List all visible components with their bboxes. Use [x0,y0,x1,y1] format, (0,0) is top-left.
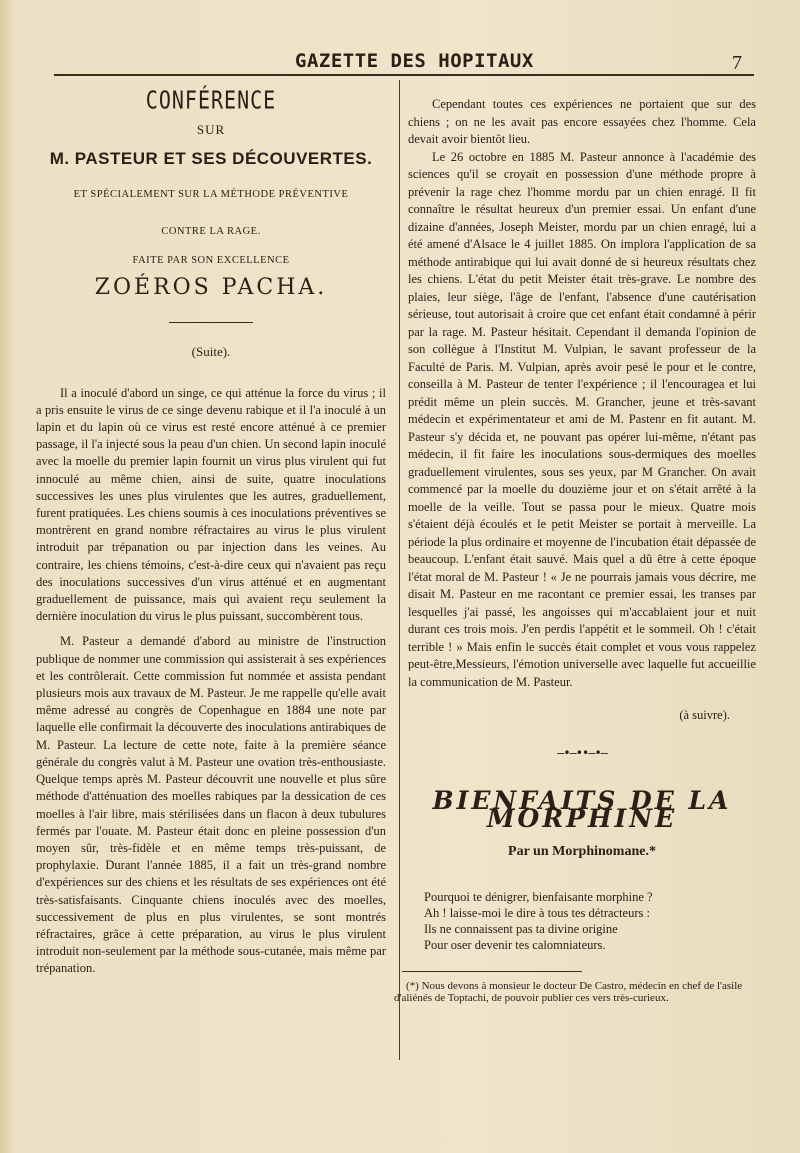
ornament-divider: —•—••—•— [557,745,607,760]
conference-heading: CONFÉRENCE [145,84,277,115]
conference-subtitle-3: FAITE PAR SON EXCELLENCE [132,255,290,267]
to-be-continued: (à suivre). [679,708,730,722]
article-paragraph: Le 26 octobre en 1885 M. Pasteur annonce à l'académie des sciences qu'il se croyait en possession d'une méthode propre à prévenir la rage chez l'homme mordu par un chien enragé. Il fit connaître le résultat heureux d'un premier essai. Un enfant d'une dizaine d'années, Joseph Meister, mordu par un chien enragé, lui a été amené d'Alsace le 4 juillet 1885. On implora l'application de sa méthode antirabique qui lui avait donné de si heureux résultats chez les chiens. L'état du petit Meister était très-grave. Le nombre des plaies, leur siège, l'âge de l'enfant, l'absence d'une cautérisation sérieuse, tout autorisait à croire que cet enfant était condamné à périr par la rage. M. Pasteur hésitait. Cependant il demanda l'opinion de son collègue à l'Institut M. Vulpian, le savant professeur de la Faculté de Paris. M. Vulpian, après avoir pesé le pour et le contre, conseilla à M. Pasteur de tenter l'expérience ; il l'encouragea et lui prédit même un plein succès. M. Grancher, jeune et très-savant médecin et expérimentateur et ami de M. Pastenr en fit autant. M. Pasteur s'y décida et, ne pouvant pas opérer lui-même, n'étant pas médecin, il fit faire les inoculations sous-dermiques des moelles graduellement virulentes, sous ses yeux, par M Grancher. On avait commencé par la moelle du douzième jour et on s'était arrêté à la moelle de la veille. Tout se passa pour le mieux. Quatre mois s'étaient déjà écoulés et le petit Meister se portait à merveille. La période la plus ordinaire et moyenne de l'incubation était dépassée de beaucoup. L'enfant était sauvé. Mais quel a dû être à cette époque l'état moral de M. Pasteur ! « Je ne pourrais jamais vous décrire, me disait M. Pasteur en me racontant ce premier essai, les transes par lesquelles j'ai passé, les angoisses qui m'accablaient jour et nuit durant ces trois mois. J'en perdis l'appétit et le sommeil. Oh ! c'était terrible ! » Mais enfin le succès était complet et vous vous rappelez peut-être,Messieurs, l'émotion universelle avec laquelle fut accueillie la communication de M. Pasteur. [408,149,756,689]
article-paragraph: Cependant toutes ces expériences ne portaient que sur des chiens ; on ne les avait pas encore essayées chez l'homme. Cela devait avoir bientôt lieu. [408,97,756,146]
right-column [394,96,756,1005]
article-paragraph: Il a inoculé d'abord un singe, ce qui atténue la force du virus ; il a pris ensuite le virus de ce singe devenu rabique et il l'a inoculé à un lapin et du lapin où ce virus est resté encore atténué à ce premier passage, il l'a injecté sous la peau d'un chien. Un second lapin inoculé avec la moelle du premier lapin fournit un virus plus virulent qui fut innoculé au même chien, ainsi de suite, quatre inoculations successives les unes plus virulentes que les autres, graduellement, furent pratiquées. Les chiens soumis à ces inoculations préventives se montrèrent en grand nombre réfractaires au virus le plus virulent introduit par trépanation ou par injection dans les veines. Au contraire, les chiens témoins, c'est-à-dire ceux qui n'avaient pas reçu des inoculations successives d'un virus atténué et en augmentant graduellement de puissance, mais qui avaient reçu seulement la dernière inoculation du virus le plus puissant, succombèrent tous. [36,385,386,624]
conference-main-title: M. PASTEUR ET SES DÉCOUVERTES. [49,149,373,169]
footnote: (*) Nous devons à monsieur le docteur De Castro, médecin en chef de l'asile d'aliénés de Toptachi, de pouvoir publier ces vers très-curieux. [394,979,743,1004]
morphine-title: BIENFAITS DE LA MORPHINE [432,786,732,833]
column-divider [399,80,400,1060]
poem-line: Pourquoi te dénigrer, bienfaisante morphine ? [424,889,653,904]
conference-author: ZOÉROS PACHA. [94,275,328,301]
conference-sur: SUR [196,122,226,138]
conference-subtitle: ET SPÉCIALEMENT SUR LA MÉTHODE PRÉVENTIVE [73,188,349,200]
poem [408,889,756,953]
conference-subtitle-2: CONTRE LA RAGE. [161,225,261,237]
journal-title: GAZETTE DES HOPITAUX [295,50,534,72]
article-paragraph: M. Pasteur a demandé d'abord au ministre de l'instruction publique de nommer une commission qui assisterait à ses expériences et les contrôlerait. Cette commission fut nommée et assista pendant plusieurs mois aux travaux de M. Pasteur. Je me rappelle qu'elle avait même adressé au congrès de Copenhague en 1884 une note par laquelle elle confirmait la découverte des inoculations antirabiques de M. Pasteur. La lecture de cette note, faite à la première séance générale du congrès valut à M. Pasteur une ovation très-enthousiaste. Quelque temps après M. Pasteur découvrit une nouvelle et plus sûre méthode d'atténuation des moelles rabiques par la dessication de ces moelles à l'air libre, mais stérilisées dans un flacon à deux tubulures fermés par l'ouate. M. Pasteur était donc en pleine possession d'un moyen sûr, très-fidèle et en même temps très-puissant, de prophylaxie. Durant l'année 1885, il a fait un très-grand nombre d'expériences sur des chiens et les résultats de ses expériences ont été très-satisfaisants. Cinquante chiens inoculés avec des moelles, successivement de plus en plus virulentes, se sont montrés réfractaires, grâce à cette préparation, au virus le plus virulent introduit non-seulement par la méthode sous-cutanée, mais même par trépanation. [36,634,386,976]
header-rule [54,74,754,76]
page-number: 7 [732,52,742,74]
left-column [36,84,386,978]
section-rule [169,322,253,323]
footnote-rule [402,971,582,972]
poem-line: Pour oser devenir tes calomniateurs. [424,937,606,952]
poem-line: Ah ! laisse-moi le dire à tous tes détracteurs : [424,905,650,920]
poem-line: Ils ne connaissent pas ta divine origine [424,921,618,936]
morphine-byline: Par un Morphinomane.* [508,844,656,859]
suite-label: (Suite). [191,344,231,360]
